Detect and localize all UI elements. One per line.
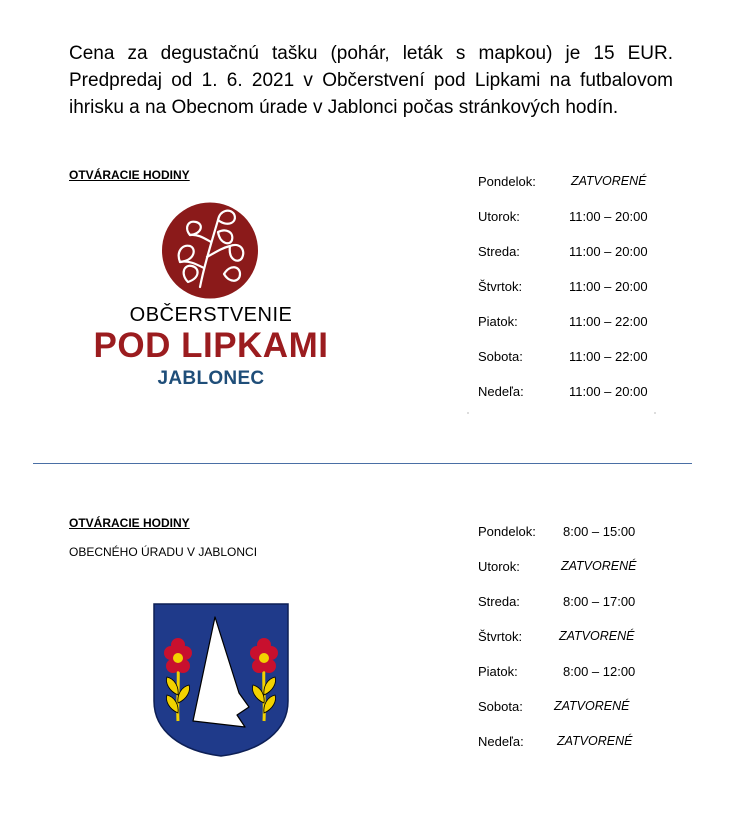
day-label: Streda: [478,244,520,259]
day-label: Pondelok: [478,174,536,189]
closed-label: ZATVORENÉ [554,699,630,713]
closed-label: ZATVORENÉ [571,174,647,188]
day-label: Utorok: [478,209,520,224]
day-label: Nedeľa: [478,734,524,749]
time-range: 8:00 – 15:00 [563,524,636,539]
time-range: 11:00 – 20:00 [569,384,648,399]
logo-line2: POD LIPKAMI [93,326,329,365]
section-divider [33,463,692,464]
section1-heading: OTVÁRACIE HODINY [69,168,190,182]
time-range: 11:00 – 22:00 [569,314,648,329]
day-label: Streda: [478,594,520,609]
intro-paragraph: Cena za degustačnú tašku (pohár, leták s mapkou) je 15 EUR. Predpredaj od 1. 6. 2021 v Občerstvení pod Lipkami na futbalovom ihrisku a na Obecnom úrade v Jablonci počas stránkových hodín. [69,43,673,118]
logo-line1: OBČERSTVENIE [129,304,293,326]
section2-heading: OTVÁRACIE HODINY [69,516,190,530]
closed-label: ZATVORENÉ [561,559,637,573]
day-label: Piatok: [478,664,518,679]
time-range: 11:00 – 20:00 [569,279,648,294]
closed-label: ZATVORENÉ [559,629,635,643]
time-range: 8:00 – 17:00 [563,594,636,609]
day-label: Sobota: [478,699,523,714]
linden-leaves-icon [160,202,260,299]
day-label: Piatok: [478,314,518,329]
time-range: 11:00 – 20:00 [569,244,648,259]
day-label: Nedeľa: [478,384,524,399]
day-label: Sobota: [478,349,523,364]
day-label: Štvrtok: [478,279,523,294]
day-label: Pondelok: [478,524,536,539]
day-label: Štvrtok: [478,629,523,644]
day-label: Utorok: [478,559,520,574]
jablonec-crest-icon [153,603,289,757]
time-range: 8:00 – 12:00 [563,664,636,679]
pod-lipkami-logo [76,202,346,392]
closed-label: ZATVORENÉ [557,734,633,748]
logo-line3: JABLONEC [157,368,265,389]
time-range: 11:00 – 22:00 [569,349,648,364]
section2-subheading: OBECNÉHO ÚRADU V JABLONCI [69,545,258,559]
time-range: 11:00 – 20:00 [569,209,648,224]
